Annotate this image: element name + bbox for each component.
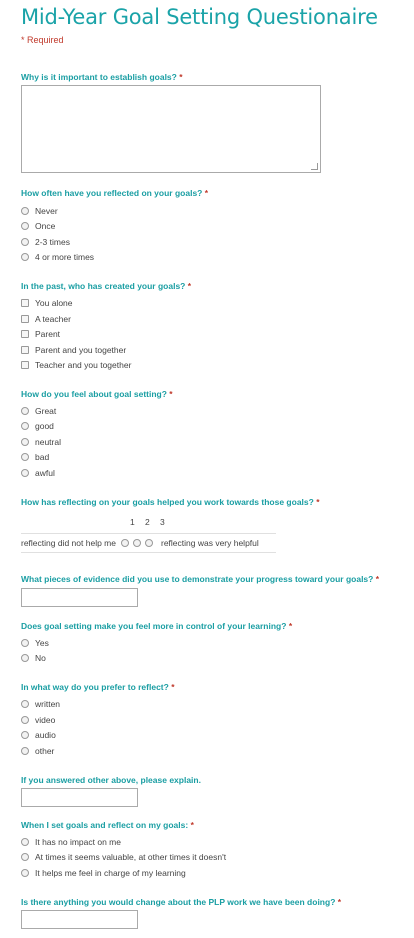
option-in-charge[interactable]: It helps me feel in charge of my learning	[21, 867, 186, 879]
question-feel-goal-setting: How do you feel about goal setting? *	[21, 389, 173, 399]
resize-grip-icon[interactable]	[311, 163, 318, 170]
checkbox-icon[interactable]	[21, 361, 29, 369]
scale-radio-2[interactable]	[133, 539, 141, 547]
scale-high-label: reflecting was very helpful	[160, 538, 259, 548]
option-sometimes-valuable[interactable]: At times it seems valuable, at other times it doesn't	[21, 851, 226, 863]
required-star: *	[169, 389, 173, 399]
explain-other-input[interactable]	[21, 788, 138, 807]
radio-icon[interactable]	[21, 438, 29, 446]
radio-icon[interactable]	[21, 747, 29, 755]
option-yes[interactable]: Yes	[21, 637, 49, 649]
question-more-control: Does goal setting make you feel more in control of your learning? *	[21, 621, 293, 631]
required-note: * Required	[21, 35, 64, 45]
radio-icon[interactable]	[21, 869, 29, 877]
scale-number-3: 3	[160, 517, 165, 527]
question-when-i-set-goals: When I set goals and reflect on my goals: *	[21, 820, 194, 830]
option-never[interactable]: Never	[21, 205, 58, 217]
option-no-impact[interactable]: It has no impact on me	[21, 836, 121, 848]
checkbox-icon[interactable]	[21, 315, 29, 323]
scale-low-label: reflecting did not help me	[21, 538, 116, 548]
radio-icon[interactable]	[21, 238, 29, 246]
option-other[interactable]: other	[21, 745, 54, 757]
checkbox-a-teacher[interactable]: A teacher	[21, 313, 71, 325]
form-title: Mid-Year Goal Setting Questionaire	[21, 5, 378, 29]
checkbox-parent-and-you[interactable]: Parent and you together	[21, 344, 126, 356]
radio-icon[interactable]	[21, 253, 29, 261]
required-star: *	[337, 897, 342, 907]
question-change-plp: Is there anything you would change about the PLP work we have been doing? *	[21, 897, 342, 907]
option-video[interactable]: video	[21, 714, 55, 726]
checkbox-you-alone[interactable]: You alone	[21, 297, 73, 309]
question-why-goals: Why is it important to establish goals? *	[21, 72, 183, 82]
option-awful[interactable]: awful	[21, 467, 55, 479]
scale-radio-3[interactable]	[145, 539, 153, 547]
radio-icon[interactable]	[21, 469, 29, 477]
radio-icon[interactable]	[21, 654, 29, 662]
radio-icon[interactable]	[21, 222, 29, 230]
required-star: *	[375, 574, 380, 584]
required-star: *	[316, 497, 320, 507]
question-evidence: What pieces of evidence did you use to demonstrate your progress toward your goals? *	[21, 574, 380, 584]
radio-icon[interactable]	[21, 639, 29, 647]
scale-number-1: 1	[130, 517, 135, 527]
checkbox-icon[interactable]	[21, 330, 29, 338]
option-audio[interactable]: audio	[21, 729, 56, 741]
radio-icon[interactable]	[21, 838, 29, 846]
scale-radio-1[interactable]	[121, 539, 129, 547]
required-star: *	[187, 281, 192, 291]
question-reflecting-helped: How has reflecting on your goals helped you work towards those goals? *	[21, 497, 320, 507]
radio-icon[interactable]	[21, 716, 29, 724]
required-star: *	[171, 682, 175, 692]
option-great[interactable]: Great	[21, 405, 56, 417]
option-4-or-more[interactable]: 4 or more times	[21, 251, 94, 263]
scale-number-2: 2	[145, 517, 150, 527]
checkbox-icon[interactable]	[21, 346, 29, 354]
checkbox-teacher-and-you[interactable]: Teacher and you together	[21, 359, 131, 371]
option-neutral[interactable]: neutral	[21, 436, 61, 448]
radio-icon[interactable]	[21, 453, 29, 461]
linear-scale-row	[21, 533, 276, 553]
option-no[interactable]: No	[21, 652, 46, 664]
option-2-3-times[interactable]: 2-3 times	[21, 236, 70, 248]
radio-icon[interactable]	[21, 853, 29, 861]
evidence-input[interactable]	[21, 588, 138, 607]
change-plp-input[interactable]	[21, 910, 138, 929]
radio-icon[interactable]	[21, 407, 29, 415]
radio-icon[interactable]	[21, 207, 29, 215]
option-bad[interactable]: bad	[21, 451, 49, 463]
radio-icon[interactable]	[21, 700, 29, 708]
checkbox-icon[interactable]	[21, 299, 29, 307]
option-once[interactable]: Once	[21, 220, 55, 232]
option-good[interactable]: good	[21, 420, 54, 432]
required-star: *	[179, 72, 183, 82]
required-star: *	[204, 188, 209, 198]
radio-icon[interactable]	[21, 731, 29, 739]
question-goal-creator: In the past, who has created your goals? *	[21, 281, 192, 291]
why-goals-textarea[interactable]	[21, 85, 321, 173]
question-explain-other: If you answered other above, please explain.	[21, 775, 201, 785]
question-reflect-frequency: How often have you reflected on your goals? *	[21, 188, 209, 198]
question-reflect-way: In what way do you prefer to reflect? *	[21, 682, 175, 692]
required-star: *	[190, 820, 194, 830]
required-star: *	[288, 621, 293, 631]
checkbox-parent[interactable]: Parent	[21, 328, 60, 340]
option-written[interactable]: written	[21, 698, 60, 710]
radio-icon[interactable]	[21, 422, 29, 430]
